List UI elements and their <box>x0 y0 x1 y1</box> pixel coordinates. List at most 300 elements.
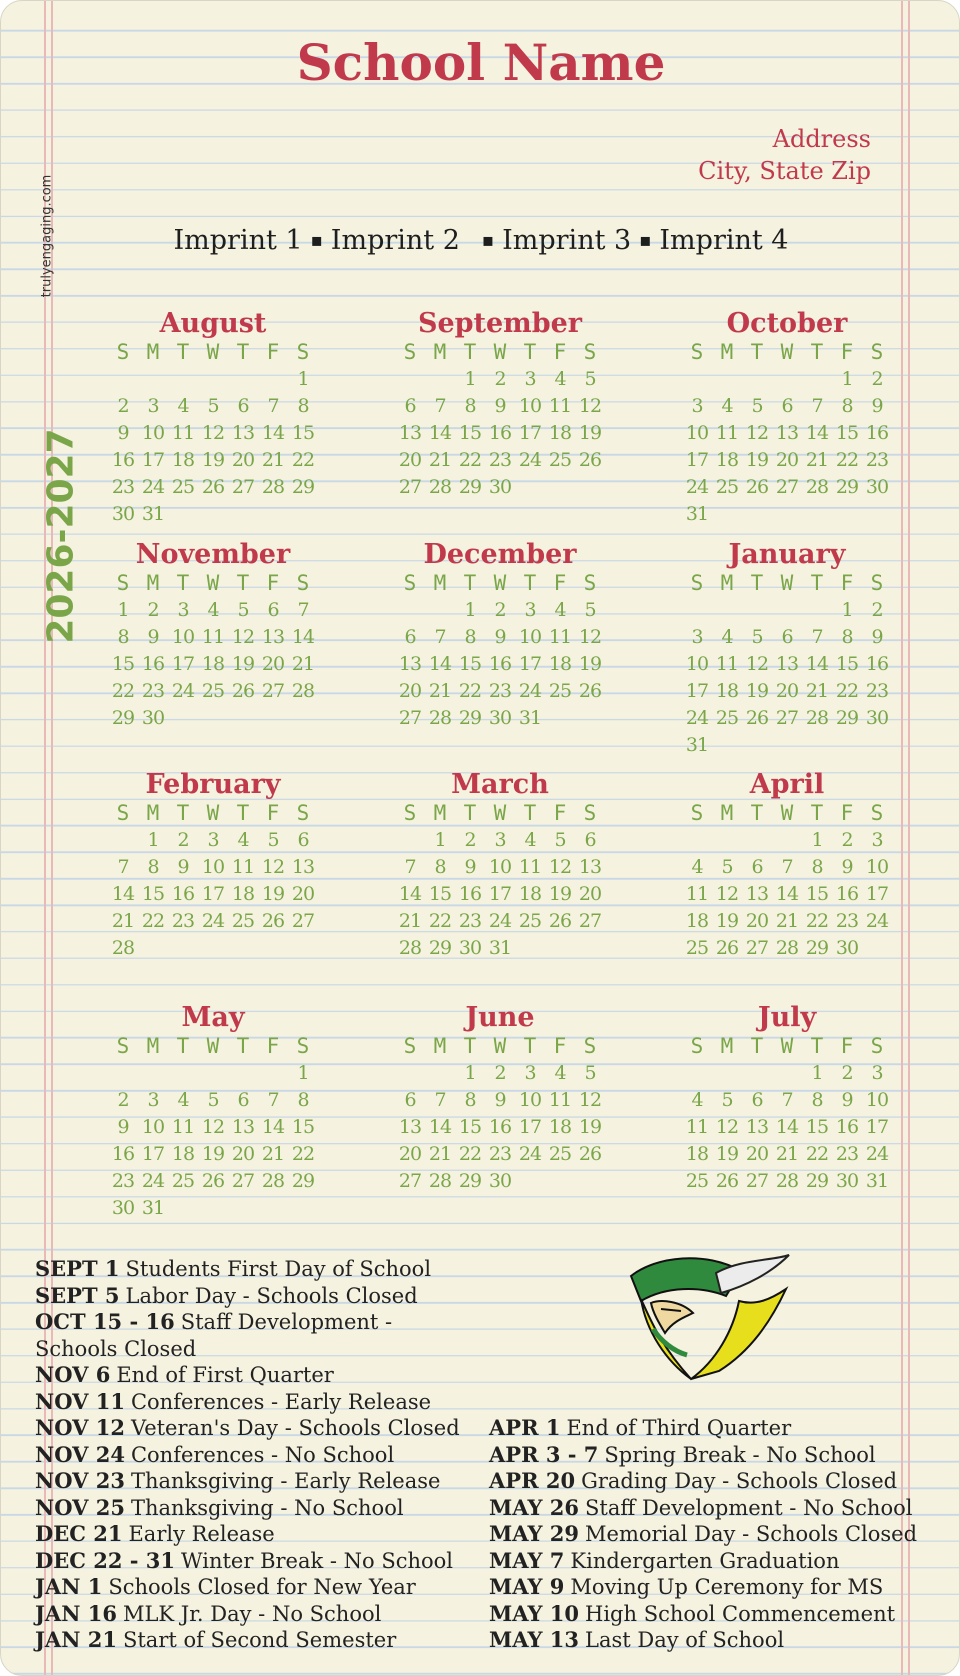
day-cell <box>258 1060 288 1087</box>
day-cell: 24 <box>201 910 225 932</box>
week-row <box>108 1168 318 1195</box>
day-cell: 2 <box>464 829 476 851</box>
day-cell: 4 <box>721 395 733 417</box>
day-cell: 2 <box>117 1089 129 1111</box>
weekday-label: W <box>493 571 507 595</box>
day-cell: 15 <box>141 883 165 905</box>
day-cell: 5 <box>584 599 596 621</box>
day-cell: 3 <box>147 395 159 417</box>
day-cell: 27 <box>398 476 422 498</box>
day-cell: 27 <box>398 1170 422 1192</box>
week-row <box>395 854 605 881</box>
weekday-label: T <box>463 340 477 364</box>
weekday-label: M <box>146 1034 160 1058</box>
day-cell: 4 <box>207 599 219 621</box>
day-cell: 20 <box>578 883 602 905</box>
day-cell: 7 <box>267 395 279 417</box>
event-item <box>489 1574 917 1601</box>
event-text: Students First Day of School <box>125 1257 432 1281</box>
event-date: SEPT 1 <box>35 1256 120 1281</box>
day-cell: 14 <box>428 653 452 675</box>
day-cell: 16 <box>865 422 889 444</box>
month-june <box>395 1003 605 1195</box>
day-cell: 17 <box>518 653 542 675</box>
day-cell: 28 <box>291 680 315 702</box>
day-cell: 14 <box>291 626 315 648</box>
day-cell: 22 <box>458 449 482 471</box>
weekday-label: S <box>690 801 704 825</box>
day-cell: 4 <box>237 829 249 851</box>
day-cell <box>802 732 832 759</box>
week-row <box>395 393 605 420</box>
day-cell: 16 <box>835 1116 859 1138</box>
day-cell: 18 <box>171 1143 195 1165</box>
event-date: APR 1 <box>489 1415 561 1440</box>
event-item <box>35 1521 460 1548</box>
day-cell: 8 <box>464 1089 476 1111</box>
event-date: NOV 11 <box>35 1388 125 1414</box>
day-cell: 10 <box>171 626 195 648</box>
day-cell: 8 <box>841 626 853 648</box>
day-cell <box>712 597 742 624</box>
event-text: Staff Development - No School <box>585 1495 913 1520</box>
day-cell: 16 <box>488 422 512 444</box>
day-cell: 28 <box>805 707 829 729</box>
weekday-label: M <box>720 801 734 825</box>
weekday-label: W <box>780 1034 794 1058</box>
day-cell: 2 <box>117 395 129 417</box>
day-cell: 17 <box>518 1116 542 1138</box>
day-cell: 27 <box>578 910 602 932</box>
week-row <box>682 827 892 854</box>
week-row <box>682 1114 892 1141</box>
month-name: September <box>417 308 583 339</box>
weekday-label: T <box>176 801 190 825</box>
day-cell: 26 <box>745 476 769 498</box>
day-cell: 4 <box>177 395 189 417</box>
weekday-label: M <box>433 340 447 364</box>
event-text: Last Day of School <box>585 1628 785 1652</box>
month-may <box>108 1003 318 1222</box>
day-cell <box>712 732 742 759</box>
week-row <box>682 908 892 935</box>
day-cell: 7 <box>267 1089 279 1111</box>
month-august <box>108 309 318 528</box>
day-cell: 20 <box>291 883 315 905</box>
day-cell: 10 <box>141 1116 165 1138</box>
day-cell: 19 <box>548 883 572 905</box>
day-cell: 14 <box>111 883 135 905</box>
city-state-zip: City, State Zip <box>698 157 871 185</box>
day-cell: 7 <box>781 856 793 878</box>
day-cell: 22 <box>291 1143 315 1165</box>
weekday-label: F <box>840 1034 854 1058</box>
week-row <box>395 1087 605 1114</box>
weekday-label: F <box>266 801 280 825</box>
day-cell: 31 <box>518 707 542 729</box>
week-row <box>682 935 892 962</box>
day-cell: 15 <box>111 653 135 675</box>
day-cell: 6 <box>267 599 279 621</box>
event-item <box>35 1309 460 1336</box>
day-cell: 8 <box>147 856 159 878</box>
day-cell: 21 <box>428 449 452 471</box>
week-row <box>395 447 605 474</box>
day-cell: 28 <box>261 476 285 498</box>
weekday-label: T <box>523 571 537 595</box>
day-cell: 11 <box>548 395 572 417</box>
day-cell: 30 <box>141 707 165 729</box>
week-row <box>108 908 318 935</box>
weekday-label: T <box>523 1034 537 1058</box>
week-row <box>108 420 318 447</box>
day-cell: 19 <box>261 883 285 905</box>
day-cell: 5 <box>584 368 596 390</box>
day-cell <box>515 1168 545 1195</box>
day-cell: 14 <box>261 422 285 444</box>
day-cell <box>138 1060 168 1087</box>
weekday-label: T <box>810 340 824 364</box>
day-cell: 31 <box>865 1170 889 1192</box>
day-cell: 22 <box>458 1143 482 1165</box>
day-cell: 10 <box>141 422 165 444</box>
day-cell: 12 <box>201 1116 225 1138</box>
day-cell: 1 <box>434 829 446 851</box>
day-cell <box>742 501 772 528</box>
day-cell: 3 <box>871 829 883 851</box>
event-date: MAY 7 <box>489 1547 565 1573</box>
day-cell: 28 <box>111 937 135 959</box>
event-date: MAY 10 <box>489 1600 580 1626</box>
day-cell <box>772 1060 802 1087</box>
event-date: APR 20 <box>489 1468 576 1493</box>
day-cell: 29 <box>111 707 135 729</box>
day-cell: 13 <box>231 422 255 444</box>
weekday-header <box>682 570 892 597</box>
day-cell: 4 <box>691 1089 703 1111</box>
day-cell <box>742 366 772 393</box>
day-cell: 22 <box>291 449 315 471</box>
day-cell: 27 <box>231 1170 255 1192</box>
day-cell: 1 <box>811 1062 823 1084</box>
day-cell: 12 <box>578 1089 602 1111</box>
day-cell <box>682 1060 712 1087</box>
day-cell <box>712 827 742 854</box>
event-item <box>35 1362 460 1389</box>
weekday-label: T <box>810 571 824 595</box>
day-cell: 15 <box>835 422 859 444</box>
event-date: JAN 16 <box>35 1600 117 1626</box>
events-list-left <box>35 1256 460 1654</box>
week-row <box>108 447 318 474</box>
day-cell: 20 <box>745 1143 769 1165</box>
event-item <box>35 1495 460 1522</box>
day-cell: 18 <box>231 883 255 905</box>
weekday-label: S <box>583 1034 597 1058</box>
event-text: Labor Day - Schools Closed <box>125 1283 418 1308</box>
day-cell: 8 <box>811 856 823 878</box>
event-date: MAY 13 <box>489 1627 580 1652</box>
imprint-separator: ▪ <box>639 230 652 251</box>
day-cell: 6 <box>237 1089 249 1111</box>
day-cell: 7 <box>811 626 823 648</box>
day-cell: 26 <box>715 937 739 959</box>
weekday-label: S <box>403 571 417 595</box>
day-cell: 5 <box>751 626 763 648</box>
weekday-header <box>682 339 892 366</box>
day-cell: 1 <box>464 368 476 390</box>
day-cell: 6 <box>781 626 793 648</box>
day-cell: 17 <box>488 883 512 905</box>
day-cell: 22 <box>458 680 482 702</box>
day-cell: 6 <box>751 856 763 878</box>
weekday-label: F <box>840 340 854 364</box>
imprint-line <box>1 225 960 256</box>
event-text: Winter Break - No School <box>181 1548 454 1573</box>
day-cell: 13 <box>398 422 422 444</box>
day-cell: 13 <box>261 626 285 648</box>
day-cell: 14 <box>398 883 422 905</box>
weekday-label: T <box>176 1034 190 1058</box>
week-row <box>682 705 892 732</box>
day-cell <box>712 1060 742 1087</box>
weekday-label: M <box>146 571 160 595</box>
day-cell: 11 <box>715 422 739 444</box>
day-cell: 26 <box>201 476 225 498</box>
day-cell: 25 <box>715 476 739 498</box>
week-row <box>682 1168 892 1195</box>
weekday-label: W <box>780 340 794 364</box>
month-name: August <box>159 308 267 339</box>
day-cell: 27 <box>745 937 769 959</box>
day-cell <box>682 597 712 624</box>
day-cell: 29 <box>428 937 452 959</box>
week-row <box>682 501 892 528</box>
day-cell: 27 <box>231 476 255 498</box>
day-cell: 12 <box>745 422 769 444</box>
day-cell: 14 <box>805 422 829 444</box>
event-text: Moving Up Ceremony for MS <box>570 1575 884 1599</box>
day-cell: 8 <box>117 626 129 648</box>
day-cell: 7 <box>811 395 823 417</box>
day-cell: 19 <box>715 1143 739 1165</box>
day-cell: 6 <box>584 829 596 851</box>
day-cell: 17 <box>171 653 195 675</box>
month-name: July <box>757 1002 817 1033</box>
day-cell: 12 <box>548 856 572 878</box>
weekday-label: S <box>116 801 130 825</box>
day-cell: 3 <box>524 368 536 390</box>
day-cell: 23 <box>171 910 195 932</box>
week-row <box>395 881 605 908</box>
week-row <box>108 935 318 962</box>
day-cell: 17 <box>518 422 542 444</box>
day-cell: 25 <box>171 476 195 498</box>
weekday-label: F <box>266 571 280 595</box>
event-date: DEC 22 - 31 <box>35 1547 176 1573</box>
day-cell: 21 <box>291 653 315 675</box>
weekday-label: W <box>493 340 507 364</box>
month-name: March <box>451 769 549 800</box>
event-text: Conferences - Early Release <box>130 1389 432 1414</box>
day-cell: 26 <box>578 449 602 471</box>
day-cell: 9 <box>841 1089 853 1111</box>
day-cell <box>395 597 425 624</box>
day-cell: 10 <box>865 856 889 878</box>
day-cell: 14 <box>805 653 829 675</box>
day-cell <box>545 935 575 962</box>
day-cell: 21 <box>261 449 285 471</box>
event-text: Thanksgiving - No School <box>130 1495 404 1520</box>
event-text: Memorial Day - Schools Closed <box>585 1522 918 1546</box>
day-cell: 12 <box>715 883 739 905</box>
day-cell: 7 <box>117 856 129 878</box>
day-cell: 1 <box>147 829 159 851</box>
day-cell: 1 <box>297 368 309 390</box>
event-item <box>35 1468 460 1495</box>
event-date: NOV 23 <box>35 1468 125 1493</box>
day-cell: 24 <box>171 680 195 702</box>
day-cell: 27 <box>398 707 422 729</box>
event-text: End of Third Quarter <box>566 1416 792 1440</box>
day-cell <box>742 732 772 759</box>
weekday-label: S <box>296 571 310 595</box>
week-row <box>682 1141 892 1168</box>
day-cell: 24 <box>865 910 889 932</box>
week-row <box>108 827 318 854</box>
day-cell: 3 <box>494 829 506 851</box>
weekday-label: S <box>690 340 704 364</box>
day-cell <box>772 732 802 759</box>
week-row <box>108 624 318 651</box>
weekday-label: T <box>236 571 250 595</box>
day-cell: 27 <box>291 910 315 932</box>
day-cell <box>742 827 772 854</box>
event-item <box>489 1521 917 1548</box>
event-item <box>35 1256 460 1283</box>
day-cell: 25 <box>685 937 709 959</box>
weekday-label: S <box>870 801 884 825</box>
day-cell: 23 <box>141 680 165 702</box>
day-cell <box>228 501 258 528</box>
day-cell: 10 <box>685 653 709 675</box>
day-cell: 11 <box>171 422 195 444</box>
day-cell: 10 <box>201 856 225 878</box>
week-row <box>395 908 605 935</box>
day-cell: 16 <box>141 653 165 675</box>
day-cell: 4 <box>554 1062 566 1084</box>
day-cell <box>138 366 168 393</box>
day-cell: 20 <box>745 910 769 932</box>
day-cell: 15 <box>291 422 315 444</box>
day-cell: 9 <box>177 856 189 878</box>
imprint-2: Imprint 2 <box>330 225 460 256</box>
day-cell: 17 <box>201 883 225 905</box>
day-cell <box>258 501 288 528</box>
week-row <box>395 651 605 678</box>
day-cell: 26 <box>578 680 602 702</box>
weekday-label: S <box>116 1034 130 1058</box>
day-cell: 2 <box>871 599 883 621</box>
event-text: Schools Closed <box>35 1336 197 1361</box>
day-cell <box>168 366 198 393</box>
week-row <box>682 651 892 678</box>
day-cell: 17 <box>141 1143 165 1165</box>
day-cell: 24 <box>141 1170 165 1192</box>
weekday-label: S <box>296 340 310 364</box>
day-cell: 23 <box>488 680 512 702</box>
day-cell <box>802 597 832 624</box>
event-date: DEC 21 <box>35 1521 123 1546</box>
day-cell <box>228 705 258 732</box>
day-cell: 20 <box>231 449 255 471</box>
day-cell: 1 <box>811 829 823 851</box>
day-cell: 4 <box>691 856 703 878</box>
weekday-label: T <box>523 340 537 364</box>
weekday-label: T <box>236 801 250 825</box>
day-cell: 23 <box>835 1143 859 1165</box>
day-cell: 10 <box>685 422 709 444</box>
day-cell: 26 <box>578 1143 602 1165</box>
imprint-4: Imprint 4 <box>659 225 789 256</box>
weekday-label: M <box>720 340 734 364</box>
month-february <box>108 770 318 962</box>
day-cell: 16 <box>111 1143 135 1165</box>
week-row <box>395 366 605 393</box>
day-cell: 23 <box>111 1170 135 1192</box>
day-cell <box>682 827 712 854</box>
day-cell: 27 <box>775 476 799 498</box>
day-cell: 30 <box>835 1170 859 1192</box>
weekday-label: M <box>433 801 447 825</box>
day-cell: 13 <box>745 1116 769 1138</box>
day-cell: 10 <box>518 626 542 648</box>
event-text: Thanksgiving - Early Release <box>130 1469 441 1493</box>
event-date: OCT 15 - 16 <box>35 1309 175 1334</box>
day-cell: 23 <box>488 449 512 471</box>
weekday-label: M <box>720 1034 734 1058</box>
weekday-label: M <box>146 340 160 364</box>
week-row <box>395 624 605 651</box>
day-cell: 19 <box>578 1116 602 1138</box>
day-cell <box>425 1060 455 1087</box>
day-cell: 30 <box>111 503 135 525</box>
day-cell: 12 <box>261 856 285 878</box>
day-cell: 21 <box>261 1143 285 1165</box>
imprint-3: Imprint 3 <box>502 225 632 256</box>
day-cell <box>228 1195 258 1222</box>
event-item <box>35 1415 460 1442</box>
month-january <box>682 540 892 759</box>
day-cell: 25 <box>548 1143 572 1165</box>
day-cell: 18 <box>548 1116 572 1138</box>
weekday-label: T <box>523 801 537 825</box>
day-cell: 13 <box>775 653 799 675</box>
day-cell: 23 <box>458 910 482 932</box>
day-cell: 15 <box>458 1116 482 1138</box>
day-cell: 29 <box>805 1170 829 1192</box>
week-row <box>108 1087 318 1114</box>
month-name: January <box>728 539 846 570</box>
day-cell: 9 <box>871 395 883 417</box>
day-cell: 11 <box>231 856 255 878</box>
week-row <box>108 705 318 732</box>
day-cell <box>258 705 288 732</box>
day-cell: 25 <box>548 680 572 702</box>
week-row <box>395 474 605 501</box>
day-cell: 9 <box>117 422 129 444</box>
day-cell: 19 <box>578 653 602 675</box>
